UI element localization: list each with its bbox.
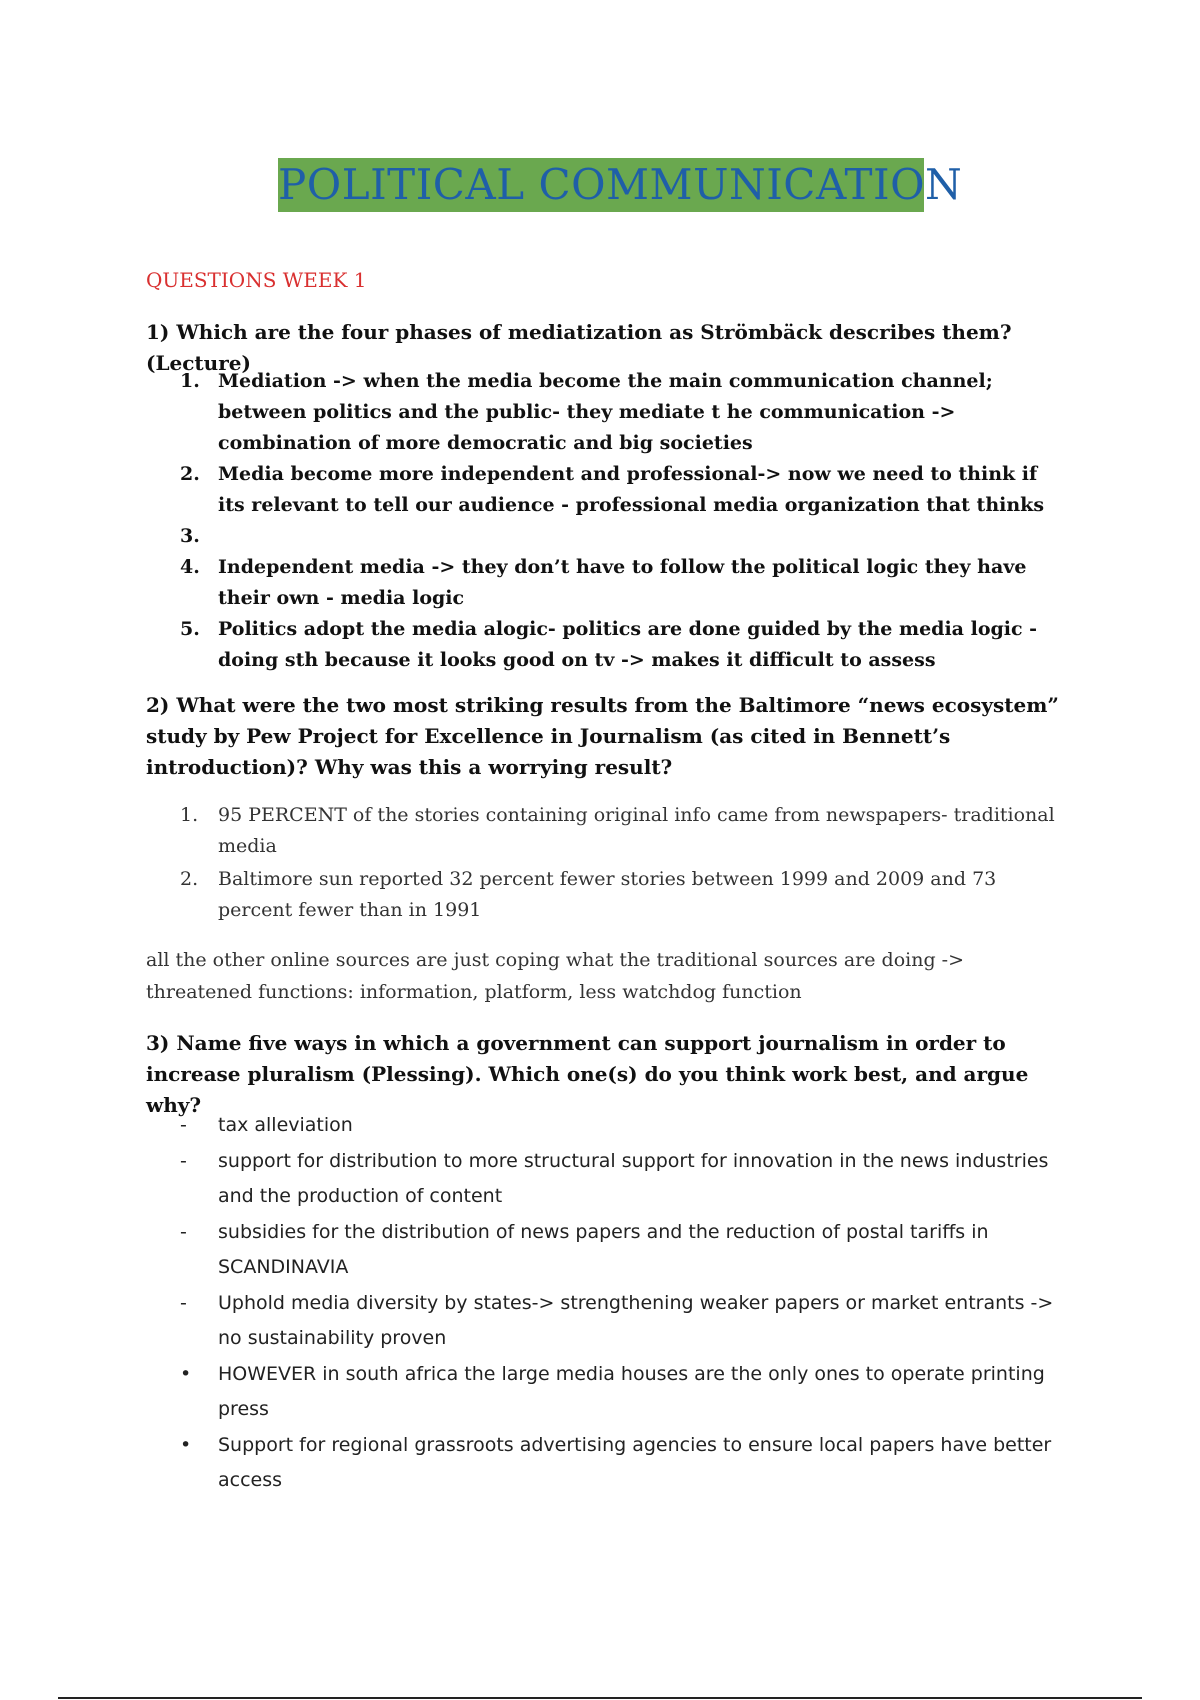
list-item [146, 1108, 1066, 1143]
list-number: 4. [180, 556, 200, 578]
list-item [146, 614, 1066, 676]
bullet-marker: • [180, 1363, 192, 1385]
bullet-marker: • [180, 1434, 192, 1456]
section-label: QUESTIONS WEEK 1 [146, 268, 367, 292]
list-item [146, 1144, 1066, 1214]
list-text: Politics adopt the media alogic- politics are done guided by the media logic - doing sth because it looks good on tv -> makes it difficult to assess [218, 618, 1038, 671]
bullet-marker: - [180, 1150, 187, 1172]
list-text: HOWEVER in south africa the large media houses are the only ones to operate printing press [218, 1363, 1045, 1420]
list-item [146, 1428, 1066, 1498]
list-text: Media become more independent and professional-> now we need to think if its relevant to tell our audience - professional media organization that thinks [218, 463, 1045, 516]
footer-rule [58, 1697, 1142, 1699]
list-number: 2. [180, 463, 200, 485]
list-text: support for distribution to more structural support for innovation in the news industries and the production of content [218, 1150, 1049, 1207]
question-3: 3) Name five ways in which a government can support journalism in order to increase pluralism (Plessing). Which one(s) do you think work best, and argue why? [146, 1031, 1029, 1117]
list-number: 1. [180, 804, 199, 826]
list-item [146, 1357, 1066, 1427]
list-text: 95 PERCENT of the stories containing original info came from newspapers- traditional media [218, 804, 1055, 857]
list-item [146, 800, 1066, 862]
list-item [146, 864, 1066, 926]
list-number: 1. [180, 370, 200, 392]
question-1-answers [146, 366, 1066, 676]
question-2-note: all the other online sources are just coping what the traditional sources are doing -> threatened functions: information, platform, less watchdog function [146, 949, 965, 1003]
list-text: Independent media -> they don’t have to follow the political logic they have their own - media logic [218, 556, 1027, 609]
list-item [146, 521, 1066, 552]
list-item [146, 1215, 1066, 1285]
question-2-answers [146, 800, 1066, 928]
list-item [146, 1286, 1066, 1356]
list-text: subsidies for the distribution of news papers and the reduction of postal tariffs in SCANDINAVIA [218, 1221, 989, 1278]
list-text: Mediation -> when the media become the main communication channel; between politics and the public- they mediate t he communication -> combination of more democratic and big societies [218, 370, 993, 454]
question-1: 1) Which are the four phases of mediatization as Strömbäck describes them? (Lecture) [146, 320, 1012, 375]
bullet-marker: - [180, 1292, 187, 1314]
document-title: POLITICAL COMMUNICATION [278, 158, 924, 212]
bullet-marker: - [180, 1221, 187, 1243]
list-text: Uphold media diversity by states-> strengthening weaker papers or market entrants -> no sustainability proven [218, 1292, 1054, 1349]
list-text: tax alleviation [218, 1114, 353, 1136]
question-3-answers [146, 1108, 1066, 1499]
list-number: 3. [180, 525, 200, 547]
list-text: Support for regional grassroots advertising agencies to ensure local papers have better access [218, 1434, 1052, 1491]
list-text: Baltimore sun reported 32 percent fewer stories between 1999 and 2009 and 73 percent fewer than in 1991 [218, 868, 997, 921]
list-item [146, 366, 1066, 459]
list-number: 2. [180, 868, 199, 890]
list-item [146, 459, 1066, 521]
list-item [146, 552, 1066, 614]
list-number: 5. [180, 618, 200, 640]
question-2: 2) What were the two most striking results from the Baltimore “news ecosystem” study by Pew Project for Excellence in Journalism (as cited in Bennett’s introduction)? Why was this a worrying result? [146, 693, 1059, 779]
bullet-marker: - [180, 1114, 187, 1136]
